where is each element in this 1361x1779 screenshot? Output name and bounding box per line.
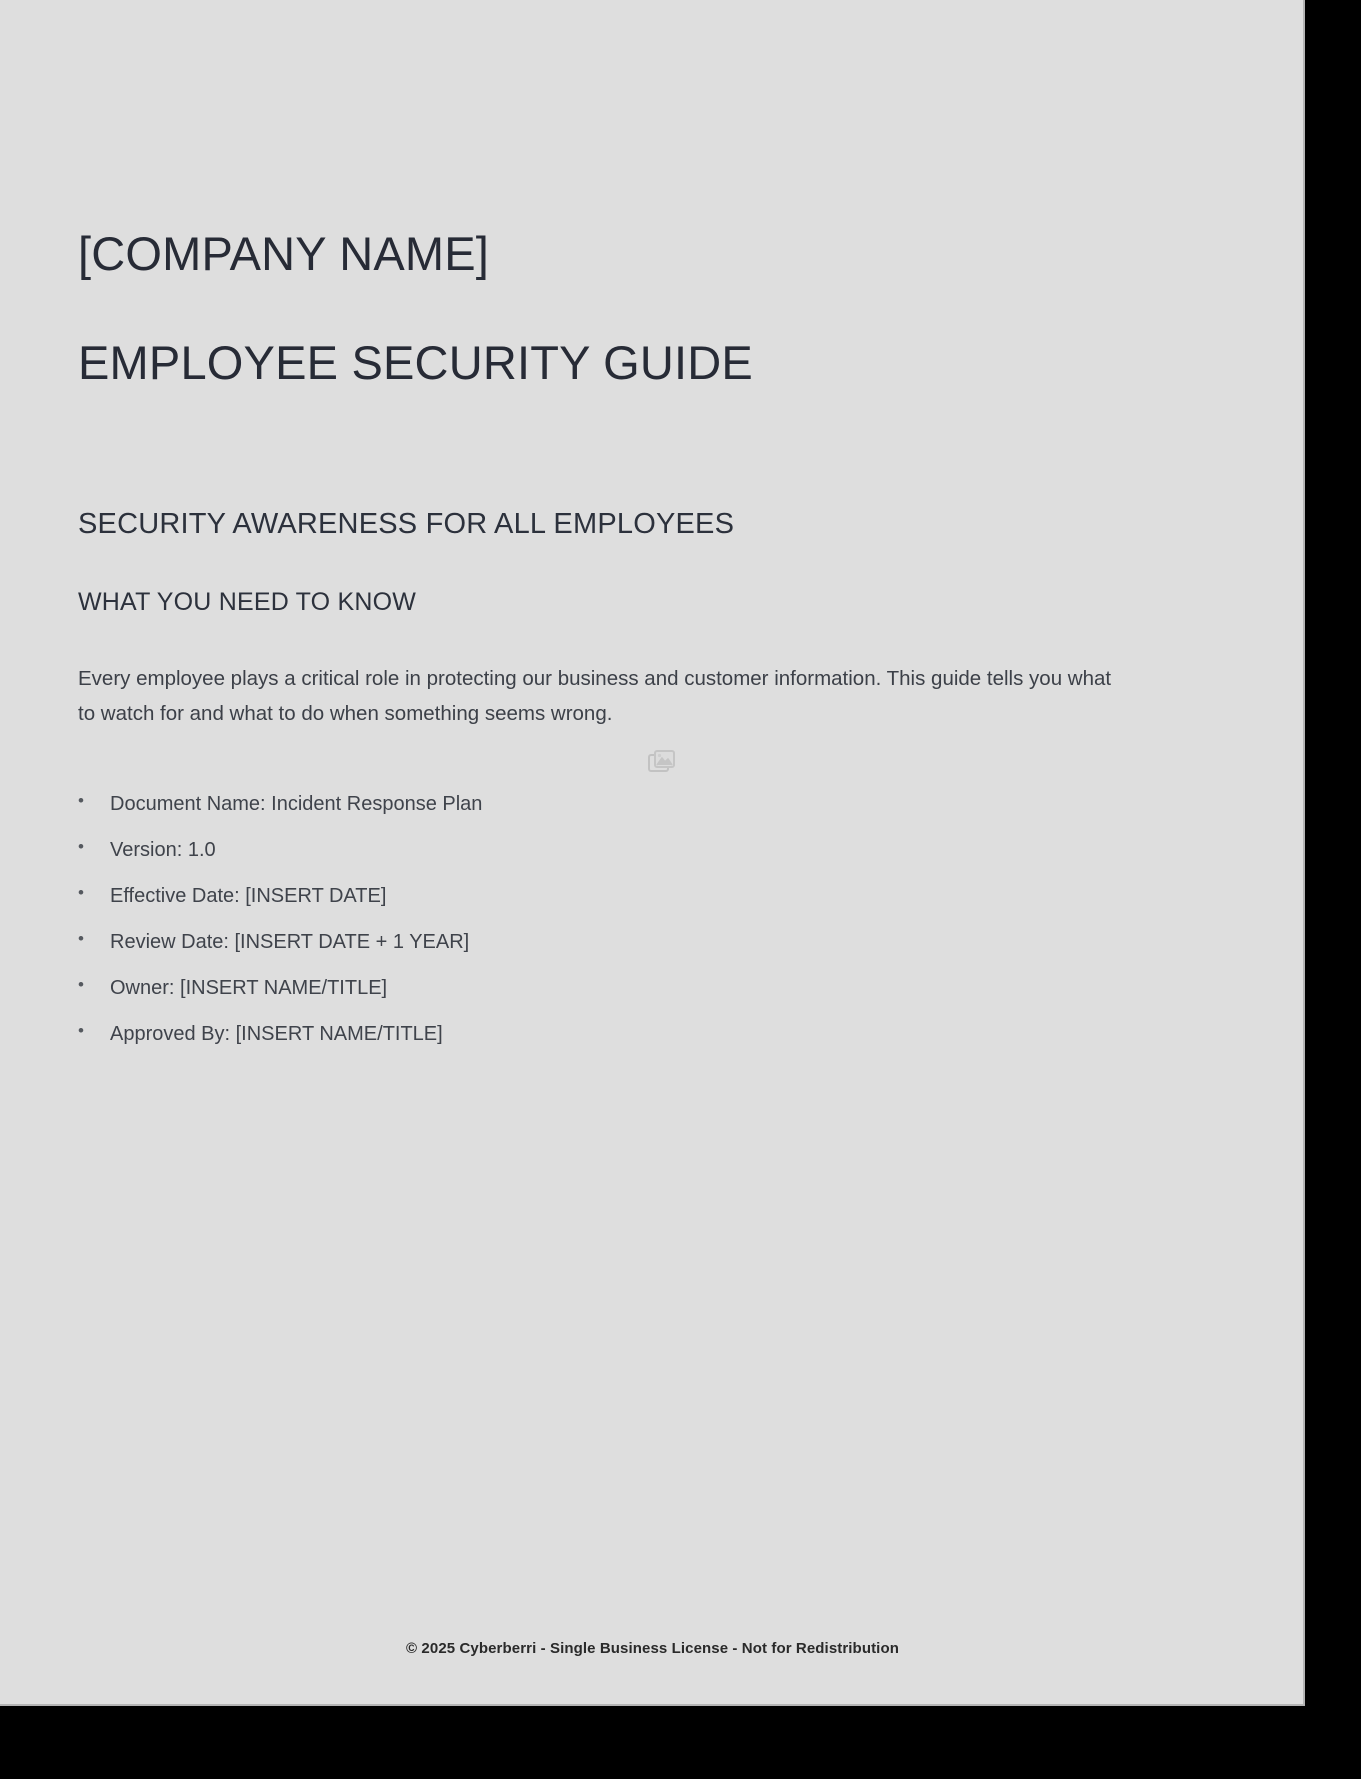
page-edge-bottom <box>0 1704 1305 1706</box>
page-edge-right <box>1303 0 1305 1706</box>
list-item: • Owner: [INSERT NAME/TITLE] <box>78 978 1188 998</box>
document-content <box>78 0 1188 1070</box>
section-heading: SECURITY AWARENESS FOR ALL EMPLOYEES <box>78 508 735 541</box>
list-item: • Approved By: [INSERT NAME/TITLE] <box>78 1024 1188 1044</box>
list-item: • Version: 1.0 <box>78 840 1188 860</box>
list-item: • Document Name: Incident Response Plan <box>78 794 1188 814</box>
sub-heading: WHAT YOU NEED TO KNOW <box>78 588 417 617</box>
intro-paragraph: Every employee plays a critical role in protecting our business and customer information. This guide tells you what to watch for and what to do when something seems wrong. <box>78 667 1112 726</box>
list-item: • Effective Date: [INSERT DATE] <box>78 886 1188 906</box>
page-footer: © 2025 Cyberberri - Single Business License - Not for Redistribution <box>406 1640 899 1657</box>
document-metadata-list <box>78 732 1188 1044</box>
broken-image-icon <box>648 750 676 774</box>
company-name-heading: [COMPANY NAME] <box>78 227 490 280</box>
page-title: EMPLOYEE SECURITY GUIDE <box>78 335 753 389</box>
list-item: • Review Date: [INSERT DATE + 1 YEAR] <box>78 932 1188 952</box>
